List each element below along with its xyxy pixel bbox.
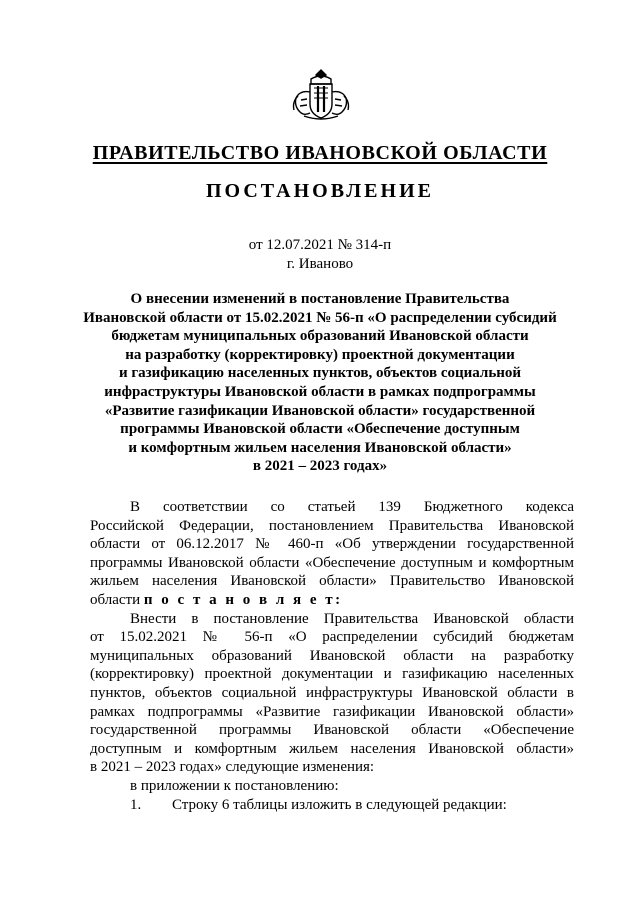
title-line: и газификацию населенных пунктов, объектов социальной	[118, 365, 522, 382]
document-type: ПОСТАНОВЛЕНИЕ	[206, 180, 434, 202]
body-line: доступным и комфортным жильем населения Ивановской области»	[90, 740, 574, 757]
title-line: инфраструктуры Ивановской области в рамках подпрограммы	[104, 383, 536, 400]
coat-of-arms-icon	[290, 66, 352, 122]
organization-name: ПРАВИТЕЛЬСТВО ИВАНОВСКОЙ ОБЛАСТИ	[92, 142, 548, 164]
body-line: (корректировку) проектной документации и газификацию населенных	[90, 666, 574, 683]
title-line: «Развитие газификации Ивановской области» государственной	[104, 402, 536, 419]
body-line: программы Ивановской области «Обеспечение доступным и комфортным	[90, 554, 574, 571]
document-date-number: от 12.07.2021 № 314-п	[248, 237, 392, 253]
title-line: и комфортным жильем населения Ивановской области»	[128, 439, 512, 456]
body-line: пунктов, объектов социальной инфраструктуры Ивановской области в	[90, 684, 574, 701]
body-line: от 15.02.2021 № 56-п «О распределении субсидий бюджетам	[90, 629, 574, 646]
list-item-text: Строку 6 таблицы изложить в следующей редакции:	[172, 796, 507, 813]
list-item-number: 1.	[130, 796, 142, 813]
document-city: г. Иваново	[286, 256, 354, 272]
body-line: области от 06.12.2017 № 460-п «Об утверждении государственной	[90, 536, 574, 553]
title-line: бюджетам муниципальных образований Ивановской области	[111, 328, 529, 345]
body-line: в приложении к постановлению:	[130, 777, 339, 794]
title-line: в 2021 – 2023 годах»	[252, 458, 388, 475]
title-line: программы Ивановской области «Обеспечение доступным	[120, 421, 520, 438]
body-line	[90, 591, 574, 610]
document-title	[80, 290, 560, 476]
body-line: В соответствии со статьей 139 Бюджетного кодекса	[130, 499, 574, 515]
body-line: Внести в постановление Правительства Ивановской области	[130, 610, 574, 627]
title-line: Ивановской области от 15.02.2021 № 56-п «О распределении субсидий	[83, 309, 557, 326]
body-line: в 2021 – 2023 годах» следующие изменения:	[90, 759, 375, 776]
body-line: жильем населения Ивановской области» Правительство Ивановской	[90, 573, 574, 590]
body-line: государственной программы Ивановской области «Обеспечение	[90, 722, 574, 739]
body-line: Российской Федерации, постановлением Правительства Ивановской	[90, 517, 574, 534]
list-item	[90, 796, 574, 815]
body-text: области	[90, 591, 144, 608]
resolves-keyword: п о с т а н о в л я е т:	[143, 591, 343, 608]
body-line: рамках подпрограммы «Развитие газификации Ивановской области»	[90, 703, 574, 720]
document-body	[90, 498, 574, 814]
body-line: муниципальных образований Ивановской области на разработку	[90, 647, 574, 664]
title-line: О внесении изменений в постановление Правительства	[130, 291, 510, 307]
title-line: на разработку (корректировку) проектной документации	[125, 346, 515, 363]
